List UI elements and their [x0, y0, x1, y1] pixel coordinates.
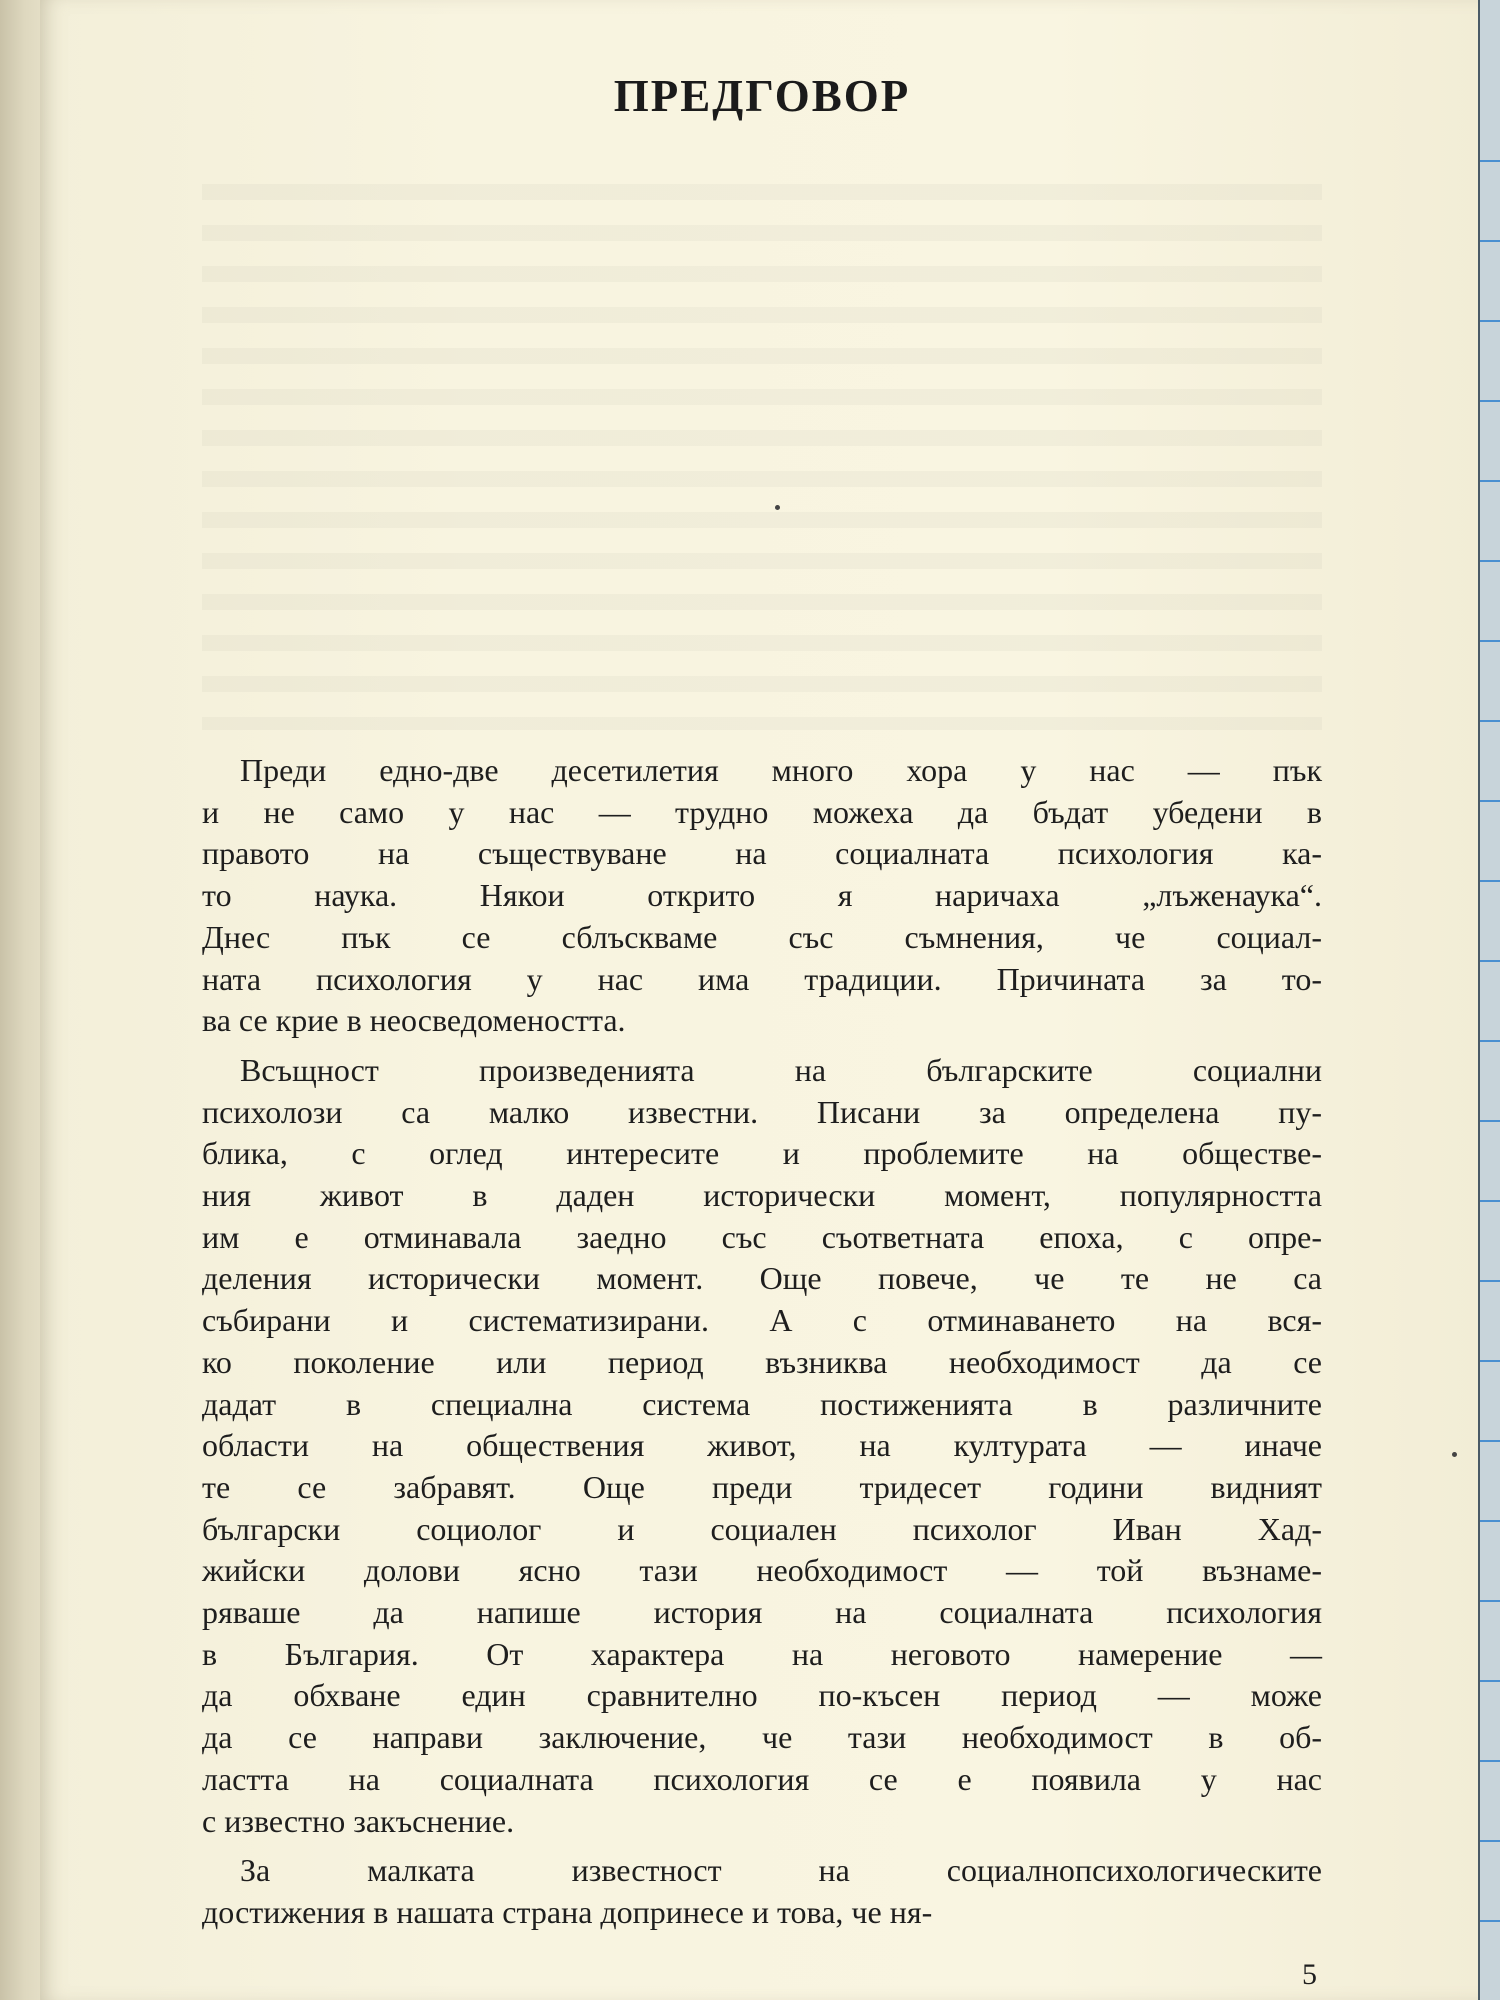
grid-line — [1480, 1600, 1500, 1602]
text-line: За малката известност на социалнопсихологическите — [240, 1852, 1322, 1889]
ink-speck — [1452, 1452, 1457, 1457]
text-line: психолози са малко известни. Писани за определена пу- — [202, 1093, 1322, 1130]
text-line: те се забравят. Още преди тридесет години видният — [202, 1468, 1322, 1505]
grid-line — [1480, 1360, 1500, 1362]
grid-line — [1480, 640, 1500, 642]
text-line: Преди едно-две десетилетия много хора у нас — пък — [240, 752, 1322, 788]
text-line: правото на съществуване на социалната психология ка- — [202, 835, 1322, 872]
text-line: ко поколение или период възниква необходимост да се — [202, 1343, 1322, 1380]
grid-line — [1480, 1760, 1500, 1762]
text-line: достижения в нашата страна допринесе и това, че ня- — [202, 1893, 933, 1930]
page-number: 5 — [1302, 1958, 1317, 1991]
text-line: ната психология у нас има традиции. Причината за то- — [202, 960, 1322, 997]
grid-line — [1480, 1920, 1500, 1922]
text-line: блика, с оглед интересите и проблемите на обществе- — [202, 1135, 1322, 1172]
chapter-title: ПРЕДГОВОР — [613, 71, 911, 121]
grid-line — [1480, 160, 1500, 162]
text-line: да се направи заключение, че тази необходимост в об- — [202, 1719, 1322, 1756]
text-line: Всъщност произведенията на българските социални — [240, 1051, 1322, 1088]
grid-line — [1480, 1440, 1500, 1442]
text-line: то наука. Някои открито я наричаха „лъженаука“. — [202, 877, 1322, 914]
grid-line — [1480, 320, 1500, 322]
grid-line — [1480, 240, 1500, 242]
grid-line — [1480, 1520, 1500, 1522]
page-content — [202, 70, 1322, 1930]
text-line: събирани и систематизирани. А с отминаването на вся- — [202, 1302, 1322, 1339]
text-line: български социолог и социален психолог Иван Хад- — [202, 1510, 1322, 1547]
text-line: ряваше да напише история на социалната психология — [202, 1594, 1322, 1631]
grid-line — [1480, 400, 1500, 402]
text-line: дадат в специална система постиженията в различните — [202, 1385, 1322, 1422]
body-text — [202, 750, 1322, 1942]
text-line: ния живот в даден исторически момент, популярността — [202, 1177, 1322, 1214]
text-line: да обхване един сравнително по-късен период — може — [202, 1677, 1322, 1714]
grid-line — [1480, 480, 1500, 482]
text-line: с известно закъснение. — [202, 1802, 515, 1839]
grid-line — [1480, 720, 1500, 722]
grid-line — [1480, 880, 1500, 882]
grid-line — [1480, 1200, 1500, 1202]
text-line: и не само у нас — трудно можеха да бъдат убедени в — [202, 793, 1322, 830]
grid-line — [1480, 1680, 1500, 1682]
text-line: области на обществения живот, на културата — иначе — [202, 1427, 1322, 1464]
grid-line — [1480, 1840, 1500, 1842]
grid-line — [1480, 800, 1500, 802]
text-line: ва се крие в неосведомеността. — [202, 1002, 626, 1039]
grid-line — [1480, 960, 1500, 962]
grid-line — [1480, 1120, 1500, 1122]
notebook-edge — [1478, 0, 1500, 2000]
paragraph — [202, 750, 1322, 1042]
text-line: жийски долови ясно тази необходимост — той възнаме- — [202, 1552, 1322, 1589]
text-line: Днес пък се сблъскваме със съмнения, че социал- — [202, 918, 1322, 955]
grid-line — [1480, 1040, 1500, 1042]
paragraph — [202, 1050, 1322, 1842]
text-line: им е отминавала заедно със съответната епоха, с опре- — [202, 1218, 1322, 1255]
text-line: ластта на социалната психология се е появила у нас — [202, 1760, 1322, 1797]
paragraph — [202, 1850, 1322, 1933]
grid-line — [1480, 1280, 1500, 1282]
grid-line — [1480, 560, 1500, 562]
text-line: в България. От характера на неговото намерение — — [202, 1635, 1322, 1672]
text-line: деления исторически момент. Още повече, че те не са — [202, 1260, 1322, 1297]
show-through-text — [202, 170, 1322, 730]
